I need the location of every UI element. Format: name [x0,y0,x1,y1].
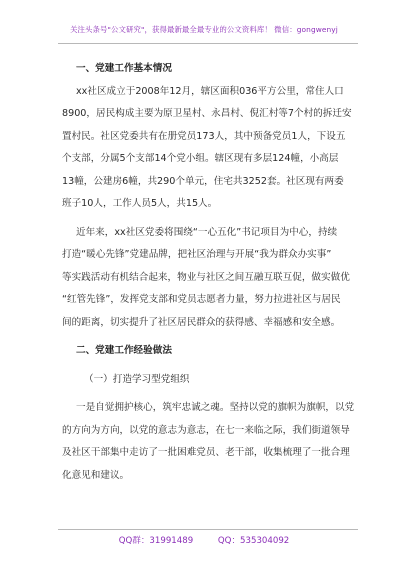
text-line: “红管先锋”，发挥党支部和党员志愿者力量，努力拉进社区与居民 [62,294,341,305]
text-line: 化意见和建议。 [62,469,130,481]
text-line: 近年来，xx社区党委将围绕“一心五化”书记项目为中心，持续 [76,226,338,238]
text-line: 班子10人，工作人员5人，共15人。 [62,198,218,209]
text-line: 13幢，公建房6幢，共290个单元，住宅共3252套。社区现有两委 [62,175,344,187]
header-divider [58,43,358,44]
paragraph-learning [62,397,362,487]
text-line: 8900，居民构成主要为原卫星村、永昌村、倪汇村等7个村的拆迁安 [62,108,352,119]
qq-text: QQ：535304092 [217,536,290,546]
text-line: 一是自觉拥护核心，筑牢忠诚之魂。坚持以党的旗帜为旗帜，以党 [76,402,355,413]
text-line: 打造“暖心先锋”党建品牌，把社区治理与开展“我为群众办实事” [62,249,332,260]
text-line: 及社区干部集中走访了一批困难党员、老干部，收集梳理了一批合理 [62,447,350,458]
text-line: xx社区成立于2008年12月，辖区面积036平方公里，常住人口 [76,85,344,97]
text-line: 置村民。社区党委共有在册党员173人，其中预备党员1人，下设五 [62,130,346,142]
document-body [62,58,362,487]
text-line: 等实践活动有机结合起来，物业与社区之间互融互联互促，做实做优 [62,271,350,283]
paragraph-basic-info [62,81,362,216]
section-heading-1: 一、党建工作基本情况 [76,63,172,74]
text-line: 个支部，分属5个支部14个党小组。辖区现有多层124幢，小高层 [62,153,339,164]
section-heading-2: 二、党建工作经验做法 [76,345,172,356]
footer-divider [58,529,358,530]
subsection-heading: （一）打造学习型党组织 [84,373,190,385]
text-line: 间的距离，切实提升了社区居民群众的获得感、幸福感和安全感。 [62,316,341,328]
header-notice: 关注头条号"公文研究"，获得最新最全最专业的公文资料库！ 微信：gongwenyj [70,25,338,34]
qq-group-text: QQ群：31991489 [118,536,194,546]
text-line: 的方向为方向，以党的意志为意志，在七一来临之际，我们街道领导 [62,424,350,436]
paragraph-recent-years [62,222,362,335]
footer-contacts [0,534,408,546]
